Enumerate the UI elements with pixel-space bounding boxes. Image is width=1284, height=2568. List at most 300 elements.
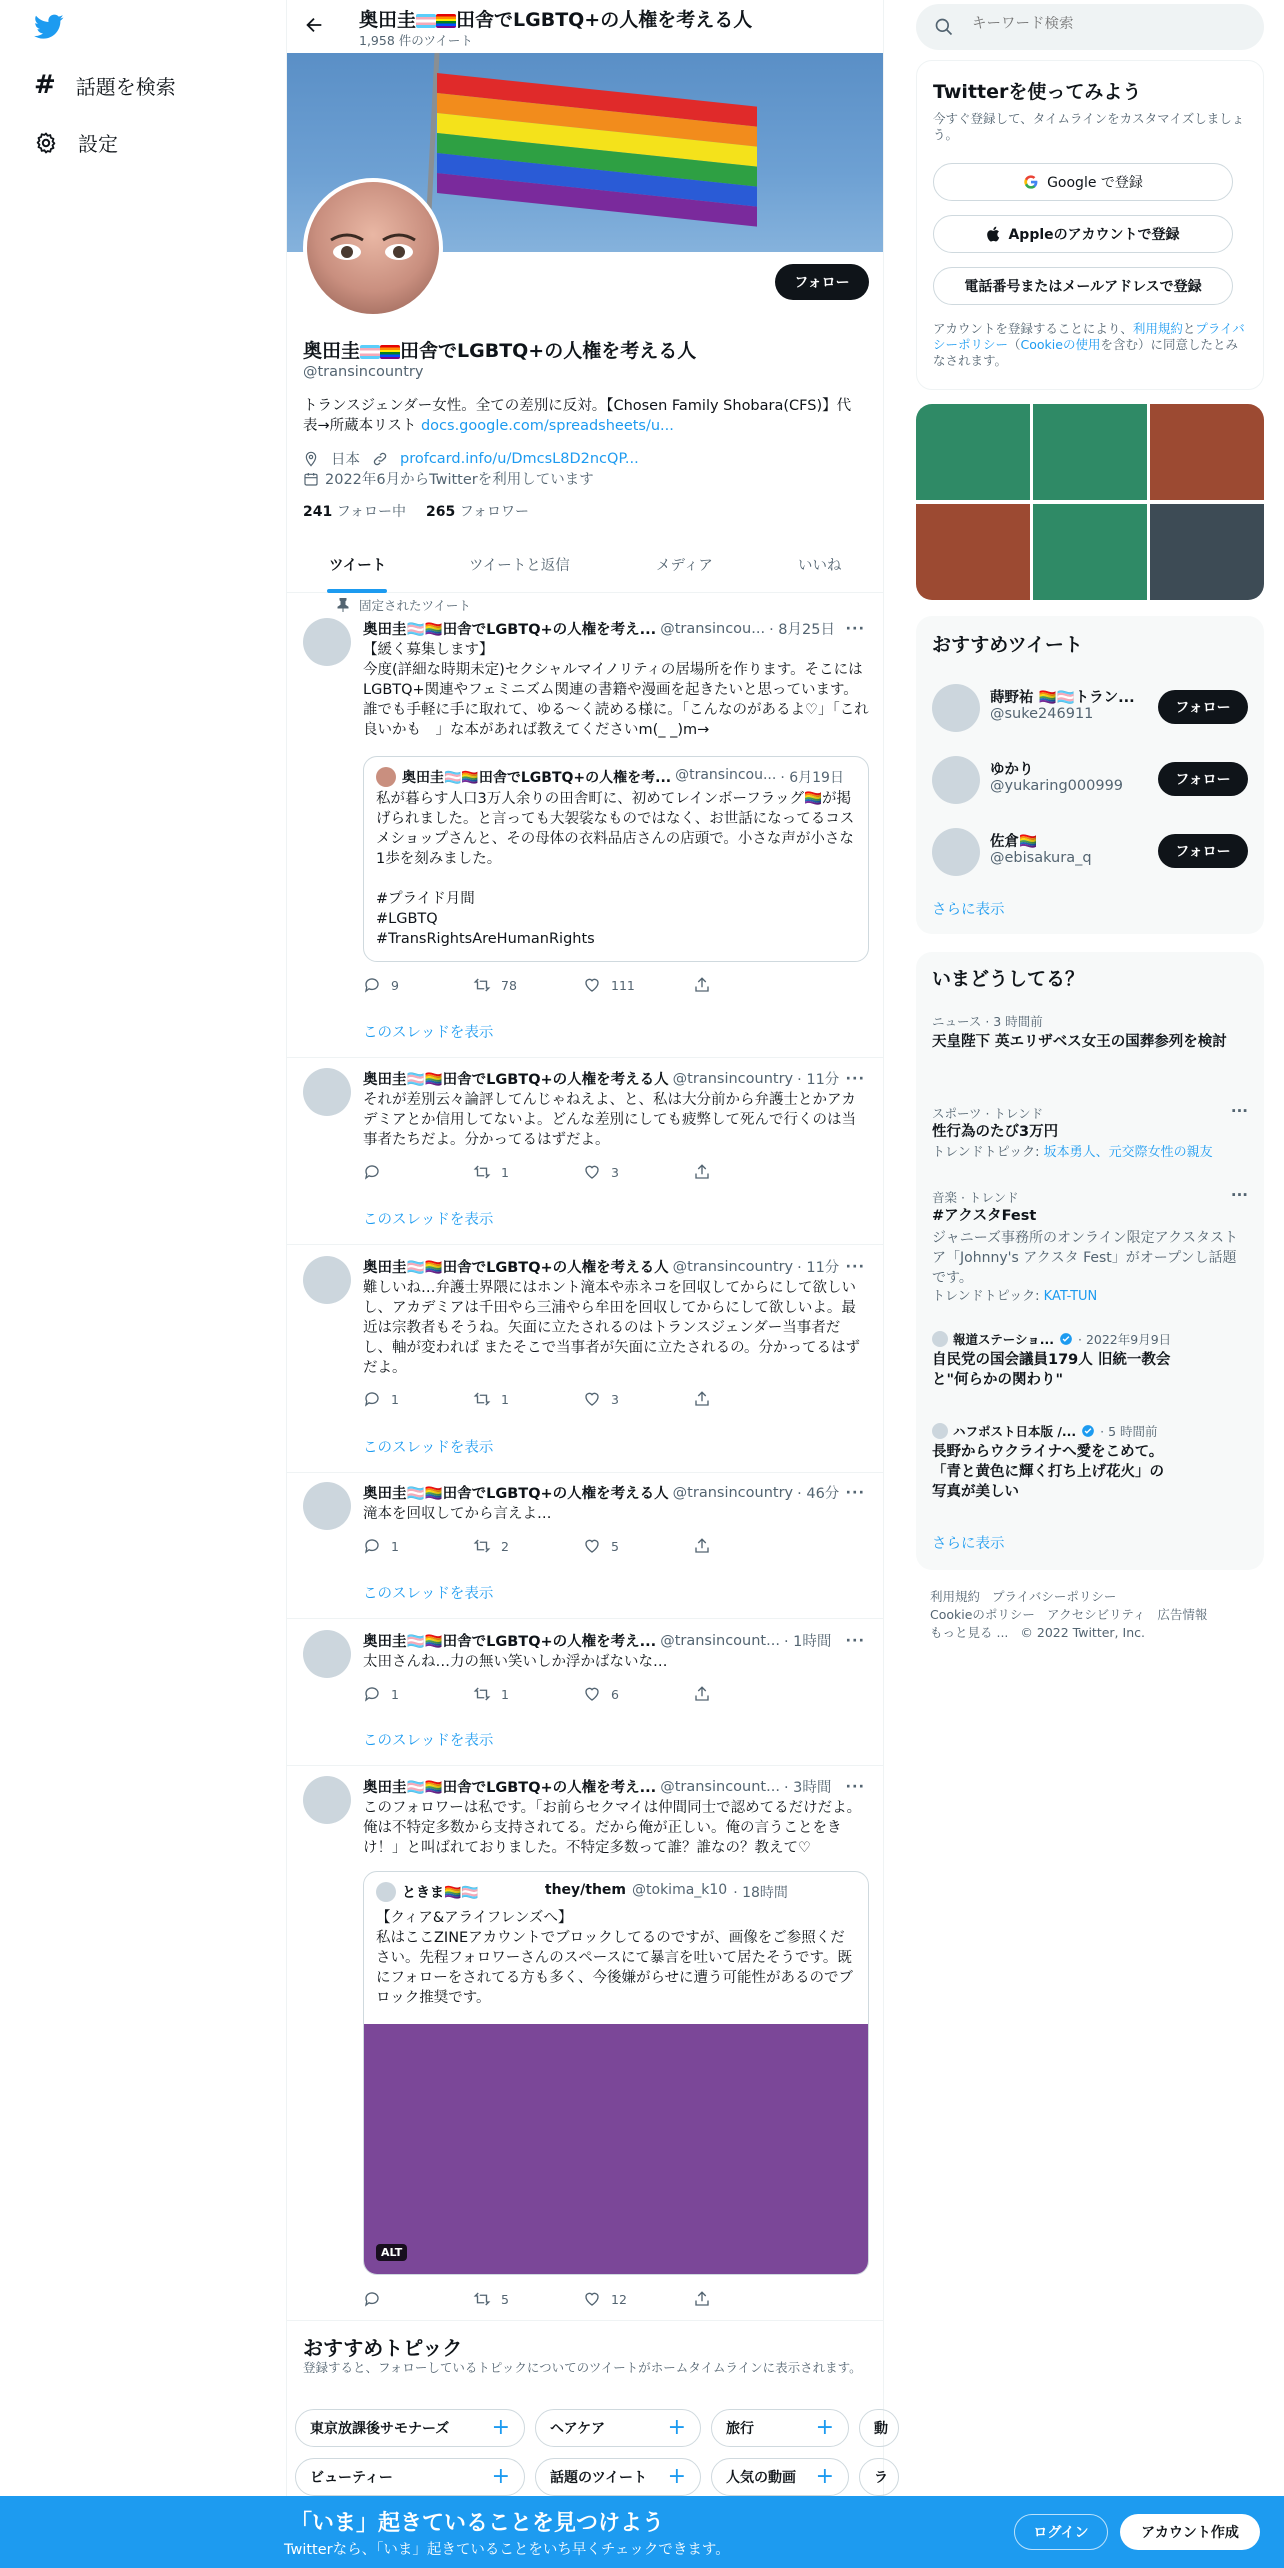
tweet-handle: @transincountry [672,1070,794,1087]
follow-stats [303,501,529,521]
retweet-count: 1 [501,1686,509,1702]
terms-text-3: （ [1008,337,1021,352]
follow-button[interactable]: フォロー [1158,834,1248,868]
tweet-author-name[interactable]: 奥田圭🏳️‍⚧️🏳️‍🌈田舎でLGBTQ+の人権を考える人 [363,1260,669,1276]
topic-chip[interactable] [859,2458,899,2496]
nav-settings-label: 設定 [78,132,118,156]
rainbow-flag-icon [380,345,400,359]
footer-row [930,1606,1260,1624]
reply-icon [363,2290,381,2308]
tweet-header [363,1068,869,1089]
follow-button[interactable]: フォロー [1158,762,1248,796]
quote-header [402,1882,858,1902]
retweet-count: 1 [501,1164,509,1180]
quote-time: · 6月19日 [780,770,844,786]
verified-icon [1081,1424,1095,1438]
more-icon[interactable]: ··· [845,1258,865,1275]
retweet-count: 1 [501,1391,509,1407]
plus-icon[interactable]: + [491,2415,510,2440]
source-avatar [932,1423,948,1439]
like-count: 5 [611,1538,619,1554]
plus-icon[interactable]: + [491,2464,510,2489]
recommended-title: おすすめツイート [932,634,1083,656]
profile-name [303,336,696,363]
share-icon [693,1163,711,1181]
reply-icon [363,1685,381,1703]
tweet-author-name[interactable]: 奥田圭🏳️‍⚧️🏳️‍🌈田舎でLGBTQ+の人権を考え... [363,1780,657,1796]
plus-icon[interactable]: + [815,2415,834,2440]
topic-chip[interactable] [535,2458,701,2496]
terms-link[interactable]: 利用規約 [1132,321,1183,336]
tweet-handle: @transincountry [672,1258,794,1275]
profile-bio [303,396,863,436]
search-input[interactable] [972,16,1242,32]
copyright: © 2022 Twitter, Inc. [1020,1625,1145,1640]
tweet-text: 【緩く募集します】 今度(詳細な時期未定)セクシャルマイノリティの居場所を作ります。そこにはLGBTQ+関連やフェミニズム関連の書籍や漫画を起きたいと思っています。誰でも手軽に手に取れて、ゆる〜く読める様に。「こんなのがあるよ♡」「これ良いかも 」な本があれば教えてくださいm(_ _)m→ [363,642,869,738]
quote-time: · 18時間 [733,1885,788,1901]
retweet-icon [473,1163,491,1181]
like-count: 12 [611,2291,627,2307]
quote-text: 私が暮らす人口3万人余りの田舎町に、初めてレインボーフラッグ🏳️‍🌈が掲げられました。と言っても大袈裟なものではなく、お世話になってるコスメショップさんと、その母体の衣料品店さんの店頭で。小さな声が小さな1歩を刻みました。 #プライド月間 #LGBTQ #TransRightsAreHumanRights [376,791,855,947]
tweet-header [363,1256,869,1277]
profile-meta [303,448,639,469]
user-handle: @ebisakura_q [990,850,1092,866]
tweet-avatar[interactable] [303,1256,351,1304]
quote-author-name: ときま🏳️‍🌈🏳️‍⚧️ [402,1885,479,1901]
plus-icon[interactable]: + [667,2415,686,2440]
pin-icon [337,598,349,612]
tab-likes[interactable]: いいね [798,558,842,574]
media-grid [916,404,1264,600]
tweet-time[interactable]: · 11分 [797,1260,840,1276]
signup-card [916,60,1264,390]
topic-label: 人気の動画 [726,2470,796,2486]
header-name-prefix: 奥田圭 [359,9,417,31]
tweet-handle: @transincou... [660,620,766,637]
divider [287,1618,883,1619]
tweet-handle: @transincountry [672,1484,794,1501]
more-icon[interactable]: ··· [1230,1186,1248,1204]
tweet-avatar[interactable] [303,1630,351,1678]
like-button[interactable] [583,1163,693,1181]
user-handle: @suke246911 [990,706,1094,722]
tweet-actions [363,976,803,994]
tweet-text: 難しいね…弁護士界隈にはホント滝本や赤ネコを回収してからにして欲しいし、アカデミアは千田やら三浦やら牟田を回収してからにして欲しいよ。最近は宗教者もそうね。矢面に立たされるのはトランスジェンダー当事者だし、軸が変われば またそこで当事者が矢面に立たされるの。分かってるはずだよ。 [363,1280,861,1376]
topics-title: おすすめトピック [303,2336,463,2360]
retweet-button[interactable] [473,2290,583,2308]
search-icon [934,17,954,37]
privacy-link[interactable]: プライバシーポリシー [933,321,1245,352]
trend-category: ニュース · 3 時間前 [932,1014,1043,1029]
tweet-count: 1,958 件のツイート [359,33,473,48]
reply-button[interactable] [363,1537,473,1555]
more-icon[interactable]: ··· [845,1070,865,1087]
signup-subtitle: 今すぐ登録して、タイムラインをカスタマイズしましょう。 [933,111,1245,142]
calendar-icon [303,471,319,487]
terms-text-4: を含む）に同意したとみなされます。 [933,337,1238,368]
topic-chip[interactable] [859,2409,899,2447]
trend-category: 音楽 · トレンド [932,1190,1019,1205]
create-account-button[interactable]: アカウント作成 [1120,2514,1260,2550]
share-icon [693,2290,711,2308]
tweet-author-name[interactable]: 奥田圭🏳️‍⚧️🏳️‍🌈田舎でLGBTQ+の人権を考える人 [363,1072,669,1088]
user-name: 佐倉🏳️‍🌈 [990,834,1038,850]
footer-link[interactable]: 利用規約 [930,1589,981,1604]
tweet-header [363,1630,869,1651]
followers-count: 265 [426,504,456,520]
bottom-bar-subtitle: Twitterなら、「いま」起きていることをいち早くチェックできます。 [284,2542,730,2558]
recommended-user[interactable] [916,822,1264,882]
reply-icon [363,976,381,994]
pinned-label-row [337,596,471,614]
retweet-icon [473,1537,491,1555]
trend-topic-link[interactable]: KAT-TUN [1043,1289,1098,1304]
avatar[interactable] [932,756,980,804]
heart-icon [583,1163,601,1181]
footer-link[interactable]: 広告情報 [1157,1607,1208,1622]
share-button[interactable] [693,1685,803,1703]
retweet-button[interactable] [473,1537,583,1555]
topic-chip[interactable] [711,2409,849,2447]
phone-signup-button[interactable]: 電話番号またはメールアドレスで登録 [933,267,1233,305]
tab-tweets-replies[interactable]: ツイートと返信 [469,558,570,574]
retweet-button[interactable] [473,1163,583,1181]
tweet-handle: @transincount... [660,1632,780,1649]
tweet-header [363,1776,869,1797]
header-name-text: 田舎でLGBTQ+の人権を考える人 [456,9,753,31]
quote-text: 【クィア&アライフレンズへ】 私はここZINEアカウントでブロックしてるのですが、画像をご参照ください。先程フォロワーさんのスペースにて暴言を吐いて居たそうです。既にフォローをされてる方も多く、今後嫌がらせに遭う可能性があるのでブロック推奨です。 [376,1910,854,2006]
show-thread-link[interactable]: このスレッドを表示 [363,1025,494,1041]
back-arrow-icon[interactable] [303,14,325,36]
retweet-icon [473,976,491,994]
avatar[interactable] [932,684,980,732]
trend-title[interactable]: 天皇陛下 英エリザベス女王の国葬参列を検討 [932,1034,1227,1050]
quote-handle: @transincou... [675,767,777,783]
show-thread-link[interactable]: このスレッドを表示 [363,1212,494,1228]
retweet-count: 2 [501,1538,509,1554]
tweet-author-name[interactable]: 奥田圭🏳️‍⚧️🏳️‍🌈田舎でLGBTQ+の人権を考え... [363,622,657,638]
topic-chip[interactable] [295,2458,525,2496]
following-count: 241 [303,504,333,520]
topic-chip[interactable] [535,2409,701,2447]
header-title [359,5,752,32]
nav-explore[interactable] [34,70,176,100]
like-button[interactable] [583,1390,693,1408]
bio-link[interactable]: docs.google.com/spreadsheets/u... [420,418,674,434]
tweet-handle: @transincount... [660,1778,780,1795]
like-button[interactable] [583,976,693,994]
reply-button[interactable] [363,1163,473,1181]
reply-count: 1 [391,1391,399,1407]
quoted-tweet[interactable] [363,756,869,962]
quoted-tweet[interactable] [363,1871,869,2275]
reply-button[interactable] [363,2290,473,2308]
news-source-row [932,1330,1171,1348]
trend-topics-label: トレンドトピック: [932,1145,1044,1160]
trend-title[interactable]: #アクスタFest [932,1208,1037,1224]
profile-joined: 2022年6月からTwitterを利用しています [325,472,594,488]
media-thumb[interactable] [1150,404,1264,500]
twitter-logo-icon[interactable] [34,14,64,40]
signup-terms [933,321,1249,369]
trend-topics [932,1144,1248,1162]
reply-icon [363,1390,381,1408]
news-source-row [932,1422,1158,1440]
topic-chip[interactable] [295,2409,525,2447]
news-source: 報道ステーショ... [953,1332,1054,1347]
tweet-time[interactable]: · 1時間 [783,1634,832,1650]
show-more-link[interactable]: さらに表示 [932,902,1005,918]
terms-text-2: と [1182,321,1196,336]
tweet-avatar[interactable] [303,1068,351,1116]
reply-count: 1 [391,1686,399,1702]
retweet-count: 78 [501,977,517,993]
reply-button[interactable] [363,1390,473,1408]
recommended-user[interactable] [916,678,1264,738]
like-count: 3 [611,1164,619,1180]
topic-label: 話題のツイート [550,2470,648,2486]
quote-handle: @tokima_k10 [632,1882,728,1898]
main-column [286,0,888,2568]
tweet-header [363,1482,869,1503]
plus-icon[interactable]: + [667,2464,686,2489]
avatar-face [307,182,439,314]
share-icon [693,1685,711,1703]
tweet-author-name[interactable]: 奥田圭🏳️‍⚧️🏳️‍🌈田舎でLGBTQ+の人権を考え... [363,1634,657,1650]
profile-handle: @transincountry [303,364,424,380]
heart-icon [583,976,601,994]
retweet-button[interactable] [473,1685,583,1703]
user-handle: @yukaring000999 [990,778,1124,794]
retweet-button[interactable] [473,976,583,994]
link-icon [372,451,388,467]
profile-tabs [287,540,883,593]
signup-title: Twitterを使ってみよう [933,81,1142,103]
share-icon [693,1390,711,1408]
share-button[interactable] [693,976,803,994]
more-icon[interactable]: ··· [845,1632,865,1649]
trend-category: スポーツ · トレンド [932,1106,1044,1121]
tab-tweets[interactable]: ツイート [329,558,387,574]
plus-icon[interactable]: + [815,2464,834,2489]
tweet-avatar[interactable] [303,1482,351,1530]
quote-avatar [376,767,396,787]
more-icon[interactable]: ··· [845,1484,865,1501]
news-time: · 2022年9月9日 [1078,1332,1172,1347]
topic-label: 旅行 [726,2421,754,2437]
retweet-button[interactable] [473,1390,583,1408]
share-button[interactable] [693,1163,803,1181]
media-thumb[interactable] [1033,404,1147,500]
trend-topics [932,1288,1248,1306]
trend-description: ジャニーズ事務所のオンライン限定アクスタストア「Johnny's アクスタ Fest」がオープンし話題です。 [932,1230,1239,1286]
rainbow-flag-icon [436,14,456,28]
show-more-link[interactable]: さらに表示 [932,1536,1005,1552]
tweet-author-name[interactable]: 奥田圭🏳️‍⚧️🏳️‍🌈田舎でLGBTQ+の人権を考える人 [363,1486,669,1502]
user-name: ゆかり [990,762,1034,778]
apple-icon [986,226,1000,242]
profile-joined-row [303,468,594,489]
terms-text-1: アカウントを登録することにより、 [933,321,1133,336]
recommended-user[interactable] [916,750,1264,810]
trend-title[interactable]: 性行為のたび3万円 [932,1124,1059,1140]
topics-subtitle: 登録すると、フォローしているトピックについてのツイートがホームタイムラインに表示されます。 [303,2360,862,2375]
tweet-time[interactable]: · 3時間 [783,1780,832,1796]
trends-card [916,952,1264,1570]
footer-row [930,1588,1260,1606]
like-count: 3 [611,1391,619,1407]
footer-row [930,1624,1260,1642]
search-box[interactable] [916,4,1264,50]
heart-icon [583,1537,601,1555]
profile-name-prefix: 奥田圭 [303,340,361,362]
reply-button[interactable] [363,1685,473,1703]
apple-signup-button[interactable] [933,215,1233,253]
tweet-actions [363,1685,803,1703]
trend-topics-label: トレンドトピック: [932,1289,1044,1304]
reply-icon [363,1537,381,1555]
media-thumb[interactable] [916,504,1030,600]
hashtag-icon: # [34,70,56,100]
heart-icon [583,1390,601,1408]
topic-label: 東京放課後サモナーズ [310,2421,450,2437]
media-thumb[interactable] [916,404,1030,500]
tweet-actions [363,1163,803,1181]
footer-link[interactable]: プライバシーポリシー [992,1589,1117,1604]
tweet-time[interactable]: · 46分 [797,1486,840,1502]
retweet-count: 5 [501,2291,509,2307]
quote-author-name: 奥田圭🏳️‍⚧️🏳️‍🌈田舎でLGBTQ+の人権を考... [402,770,672,786]
profile-avatar[interactable] [303,178,443,318]
topic-label: 動 [874,2421,888,2437]
nav-settings[interactable] [34,128,118,157]
profile-location: 日本 [331,452,360,468]
tweet-actions [363,1537,803,1555]
trans-flag-icon [416,14,436,28]
location-icon [303,451,319,467]
tweet-avatar[interactable] [303,618,351,666]
divider [287,1765,883,1766]
google-signup-button[interactable] [933,163,1233,201]
trans-flag-icon [360,345,380,359]
trends-title: いまどうしてる？ [932,968,1085,990]
bottom-signup-bar [0,2496,1284,2568]
tweet-text: このフォロワーは私です。「お前らセクマイは仲間同士で認めてるだけだよ。俺は不特定多数から支持されてる。だから俺が正しい。俺の言うことをきけ！」と叫ばれておりました。不特定多数って誰？誰なの？教えて♡ [363,1800,862,1856]
follow-button[interactable]: フォロー [775,264,869,300]
quote-pronoun: they/them [544,1882,627,1898]
profile-link[interactable]: profcard.info/u/DmcsL8D2ncQP... [400,450,639,467]
follow-button[interactable]: フォロー [1158,690,1248,724]
divider [287,2320,883,2321]
bottom-bar-title: 「いま」起きていることを見つけよう [290,2511,665,2536]
tweet-header [363,618,869,639]
tweet-time[interactable]: · 11分 [797,1072,840,1088]
divider [287,1244,883,1245]
retweet-icon [473,1390,491,1408]
tweet-avatar[interactable] [303,1776,351,1824]
tab-media[interactable]: メディア [656,558,713,574]
footer-link[interactable]: Cookieのポリシー [930,1607,1035,1622]
heart-icon [583,2290,601,2308]
tweet-time[interactable]: · 8月25日 [769,622,835,638]
footer-more[interactable]: もっと見る ... [930,1625,1009,1640]
user-name: 蒔野祐 🏳️‍🌈🏳️‍⚧️トラン... [990,690,1135,706]
show-thread-link[interactable]: このスレッドを表示 [363,1440,494,1456]
share-icon [693,1537,711,1555]
tab-active-indicator [327,589,387,593]
login-button[interactable]: ログイン [1014,2514,1108,2550]
topic-label: ビューティー [310,2470,393,2486]
like-button[interactable] [583,1685,693,1703]
news-source: ハフポスト日本版 /... [953,1424,1077,1439]
topic-chip[interactable] [711,2458,849,2496]
reply-count: 1 [391,1538,399,1554]
quote-avatar [376,1882,396,1902]
news-headline[interactable]: 長野からウクライナへ愛をこめて。「青と黄色に輝く打ち上げ花火」の写真が美しい [932,1444,1164,1500]
more-icon[interactable]: ··· [845,620,865,637]
verified-icon [1059,1332,1073,1346]
gear-icon [34,131,58,155]
media-thumb[interactable] [1150,504,1264,600]
following-stat[interactable] [303,501,406,521]
topic-label: ヘアケア [550,2421,606,2437]
google-signup-label: Google で登録 [1047,175,1143,191]
following-label: フォロー中 [336,504,406,520]
topic-label: ラ [874,2470,888,2486]
apple-signup-label: Appleのアカウントで登録 [1008,227,1180,243]
like-button[interactable] [583,1537,693,1555]
quote-image[interactable] [364,2024,868,2275]
news-time: · 5 時間前 [1100,1424,1158,1439]
profile-name-text: 田舎でLGBTQ+の人権を考える人 [400,340,697,362]
retweet-icon [473,2290,491,2308]
like-count: 111 [611,977,635,993]
like-count: 6 [611,1686,619,1702]
divider [287,1057,883,1058]
pinned-label: 固定されたツイート [359,598,471,613]
heart-icon [583,1685,601,1703]
followers-stat[interactable] [426,501,529,521]
cookie-link[interactable]: Cookieの使用 [1020,337,1101,352]
share-button[interactable] [693,1390,803,1408]
divider [287,1472,883,1473]
reply-button[interactable] [363,976,473,994]
media-thumb[interactable] [1033,504,1147,600]
share-button[interactable] [693,2290,803,2308]
reply-count: 9 [391,977,399,993]
tweet-text: それが差別云々論評してんじゃねえよ、と、私は大分前から弁護士とかアカデミアとか信用してないよ。どんな差別にしても疲弊して死んで行くのは当事者たちだよ。分かってるはずだよ。 [363,1092,856,1148]
more-icon[interactable]: ··· [1230,1102,1248,1120]
show-thread-link[interactable]: このスレッドを表示 [363,1733,494,1749]
tweet-actions [363,2290,803,2308]
avatar[interactable] [932,828,980,876]
bio-text: トランスジェンダー女性。全ての差別に反対。【Chosen Family Shobara(CFS)】代表→所蔵本リスト [303,398,852,434]
alt-badge[interactable]: ALT [376,2244,407,2261]
share-icon [693,976,711,994]
like-button[interactable] [583,2290,693,2308]
quote-header [402,767,858,787]
more-icon[interactable]: ··· [845,1778,865,1795]
share-button[interactable] [693,1537,803,1555]
recommended-card [916,616,1264,934]
source-avatar [932,1331,948,1347]
news-headline[interactable]: 自民党の国会議員179人 旧統一教会と"何らかの関わり" [932,1352,1171,1388]
show-thread-link[interactable]: このスレッドを表示 [363,1586,494,1602]
footer-link[interactable]: アクセシビリティ [1046,1607,1146,1622]
tweet-text: 滝本を回収してから言えよ… [363,1506,552,1522]
trend-topic-link[interactable]: 坂本勇人、元交際女性の親友 [1043,1145,1213,1160]
followers-label: フォロワー [459,504,529,520]
